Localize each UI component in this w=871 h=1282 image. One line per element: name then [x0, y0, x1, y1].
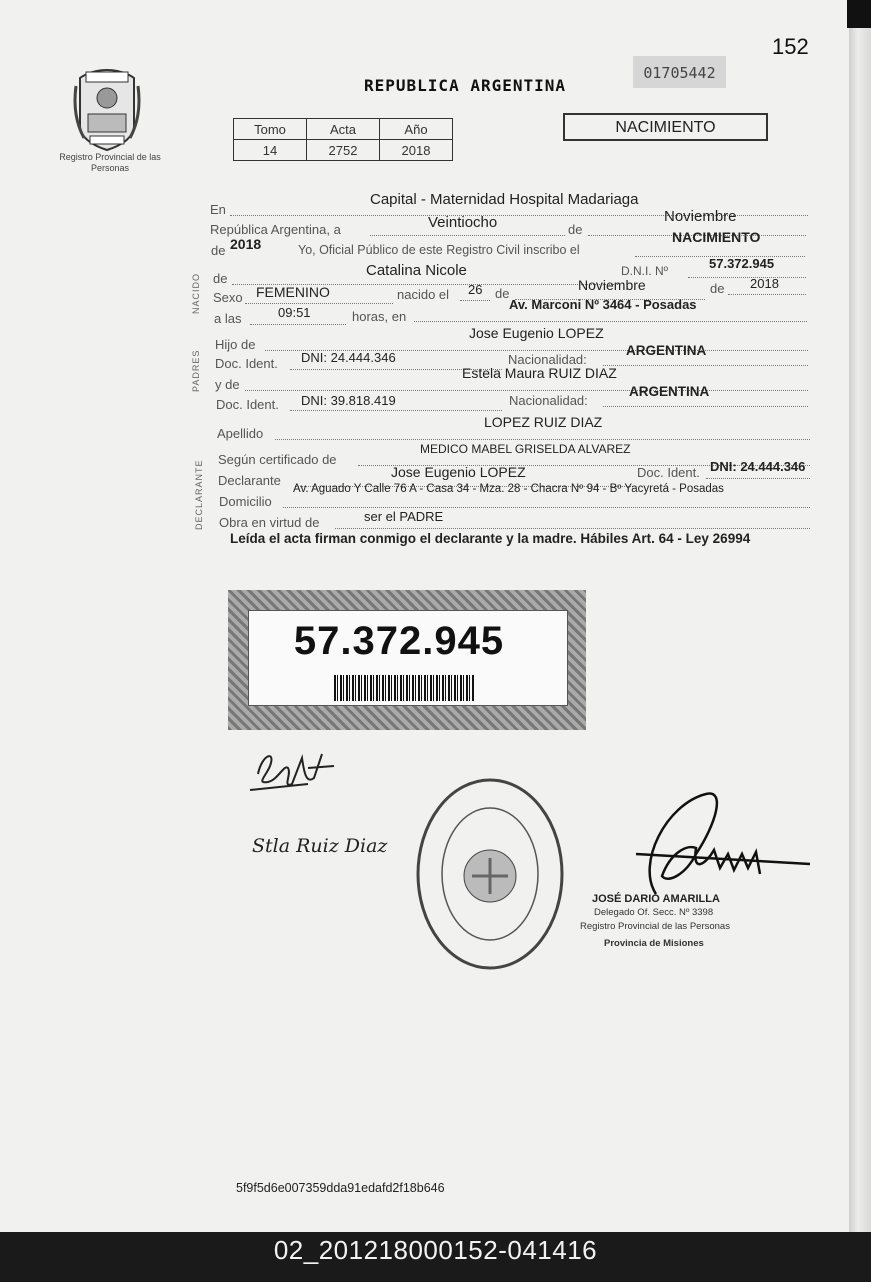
value-nombre: Catalina Nicole: [366, 262, 467, 279]
label-declarante: Declarante: [218, 473, 281, 488]
side-label-nacido: NACIDO: [191, 272, 201, 314]
value-mes-nac: Noviembre: [578, 277, 646, 293]
value-madre-dni: DNI: 39.818.419: [301, 393, 396, 408]
official-line3: Provincia de Misiones: [604, 938, 704, 949]
value-lugar: Capital - Maternidad Hospital Madariaga: [370, 191, 639, 208]
value-dia-letras: Veintiocho: [428, 214, 498, 231]
label-de-nacido: de: [213, 271, 228, 286]
value-declarante: Jose Eugenio LOPEZ: [391, 464, 526, 480]
dni-sticker-number: 57.372.945: [293, 619, 505, 663]
label-de4: de: [710, 281, 725, 296]
scan-corner: [847, 0, 871, 28]
label-apellido: Apellido: [217, 426, 264, 441]
label-nacido-el: nacido el: [397, 287, 450, 302]
label-doc-ident-3: Doc. Ident.: [637, 465, 700, 480]
value-apellido: LOPEZ RUIZ DIAZ: [484, 414, 603, 430]
value-domicilio: Av. Aguado Y Calle 76 A - Casa 34 - Mza. 28 - Chacra Nº 94 - Bº Yacyretá - Posadas: [293, 483, 724, 495]
dotline: [290, 410, 502, 411]
logo-caption: Registro Provincial de las Personas: [59, 152, 161, 173]
label-horas-en: horas, en: [352, 309, 407, 324]
label-de: de: [568, 222, 583, 237]
dotline: [728, 294, 806, 295]
value-anio-nac: 2018: [750, 276, 779, 291]
value-anio: 2018: [380, 140, 453, 161]
document-hash: 5f9f5d6e007359dda91edafd2f18b646: [236, 1181, 445, 1195]
value-padre-dni: DNI: 24.444.346: [301, 350, 396, 365]
dotline: [460, 300, 490, 301]
barcode: [334, 675, 474, 701]
coat-of-arms-logo: [70, 66, 144, 152]
official-name: JOSÉ DARIO AMARILLA: [592, 893, 720, 905]
label-segun: Según certificado de: [218, 452, 337, 467]
dotline: [245, 303, 393, 304]
label-sexo: Sexo: [213, 290, 243, 305]
value-obra: ser el PADRE: [364, 509, 444, 524]
closing-text: Leída el acta firman conmigo el declarante y la madre. Hábiles Art. 64 - Ley 26994: [230, 531, 751, 546]
label-nacionalidad-2: Nacionalidad:: [509, 393, 588, 408]
mother-signature: [250, 824, 400, 864]
dotline: [688, 277, 806, 278]
registry-table: [233, 118, 453, 161]
label-en: En: [210, 202, 226, 217]
svg-text:Stla Ruiz Diaz: Stla Ruiz Diaz: [252, 835, 388, 857]
label-doc-ident-1: Doc. Ident.: [215, 356, 278, 371]
dotline: [283, 507, 810, 508]
label-de3: de: [495, 286, 510, 301]
dotline: [275, 439, 810, 440]
label-republica: República Argentina, a: [210, 222, 341, 237]
value-padre: Jose Eugenio LOPEZ: [469, 325, 604, 341]
value-tipo: NACIMIENTO: [672, 229, 761, 245]
value-madre-nac: ARGENTINA: [629, 384, 710, 399]
dotline: [414, 321, 807, 322]
label-y-de: y de: [215, 377, 240, 392]
header-anio: Año: [380, 119, 453, 140]
header-tomo: Tomo: [234, 119, 307, 140]
label-doc-ident-2: Doc. Ident.: [216, 397, 279, 412]
label-de2: de: [211, 243, 226, 258]
value-padre-nac: ARGENTINA: [626, 343, 707, 358]
value-anio: 2018: [230, 236, 262, 252]
dotline: [370, 235, 565, 236]
value-dni: 57.372.945: [709, 256, 775, 271]
declarant-signature: [248, 744, 344, 800]
value-acta: 2752: [307, 140, 380, 161]
value-lugar-nac: Av. Marconi Nº 3464 - Posadas: [509, 297, 697, 312]
value-madre: Estela Maura RUIZ DIAZ: [462, 365, 617, 381]
value-sexo: FEMENINO: [256, 284, 330, 300]
official-seal: [414, 776, 566, 972]
dotline: [335, 528, 810, 529]
label-domicilio: Domicilio: [219, 494, 272, 509]
label-a-las: a las: [214, 311, 242, 326]
value-certificado: MEDICO MABEL GRISELDA ALVAREZ: [420, 442, 631, 456]
header-acta: Acta: [307, 119, 380, 140]
label-nacionalidad-1: Nacionalidad:: [508, 352, 587, 367]
dotline: [706, 478, 810, 479]
side-label-declarante: DECLARANTE: [194, 459, 204, 530]
serial-number: 01705442: [633, 56, 726, 88]
page-number: 152: [772, 34, 809, 59]
value-mes: Noviembre: [664, 208, 737, 225]
label-dni: D.N.I. Nº: [621, 264, 669, 278]
label-obra: Obra en virtud de: [219, 515, 320, 530]
act-type-box: NACIMIENTO: [563, 113, 768, 141]
official-line1: Delegado Of. Secc. Nº 3398: [594, 907, 714, 918]
value-tomo: 14: [234, 140, 307, 161]
dotline: [245, 390, 808, 391]
label-yo: Yo, Oficial Público de este Registro Civil inscribo el: [298, 243, 580, 257]
label-hijo-de: Hijo de: [215, 337, 256, 352]
dni-sticker: [228, 590, 586, 730]
footer-id: 02_201218000152-041416: [273, 1235, 598, 1265]
official-line2: Registro Provincial de las Personas: [580, 921, 730, 932]
page-edge: [849, 0, 871, 1232]
document-title: REPUBLICA ARGENTINA: [364, 76, 567, 95]
value-declarante-dni: DNI: 24.444.346: [710, 459, 806, 474]
dotline: [603, 406, 808, 407]
side-label-padres: PADRES: [191, 349, 201, 392]
value-hora: 09:51: [278, 305, 311, 320]
value-dia-nac: 26: [468, 282, 483, 297]
dotline: [603, 365, 808, 366]
dotline: [250, 324, 346, 325]
dni-sticker-inner: [248, 610, 568, 706]
